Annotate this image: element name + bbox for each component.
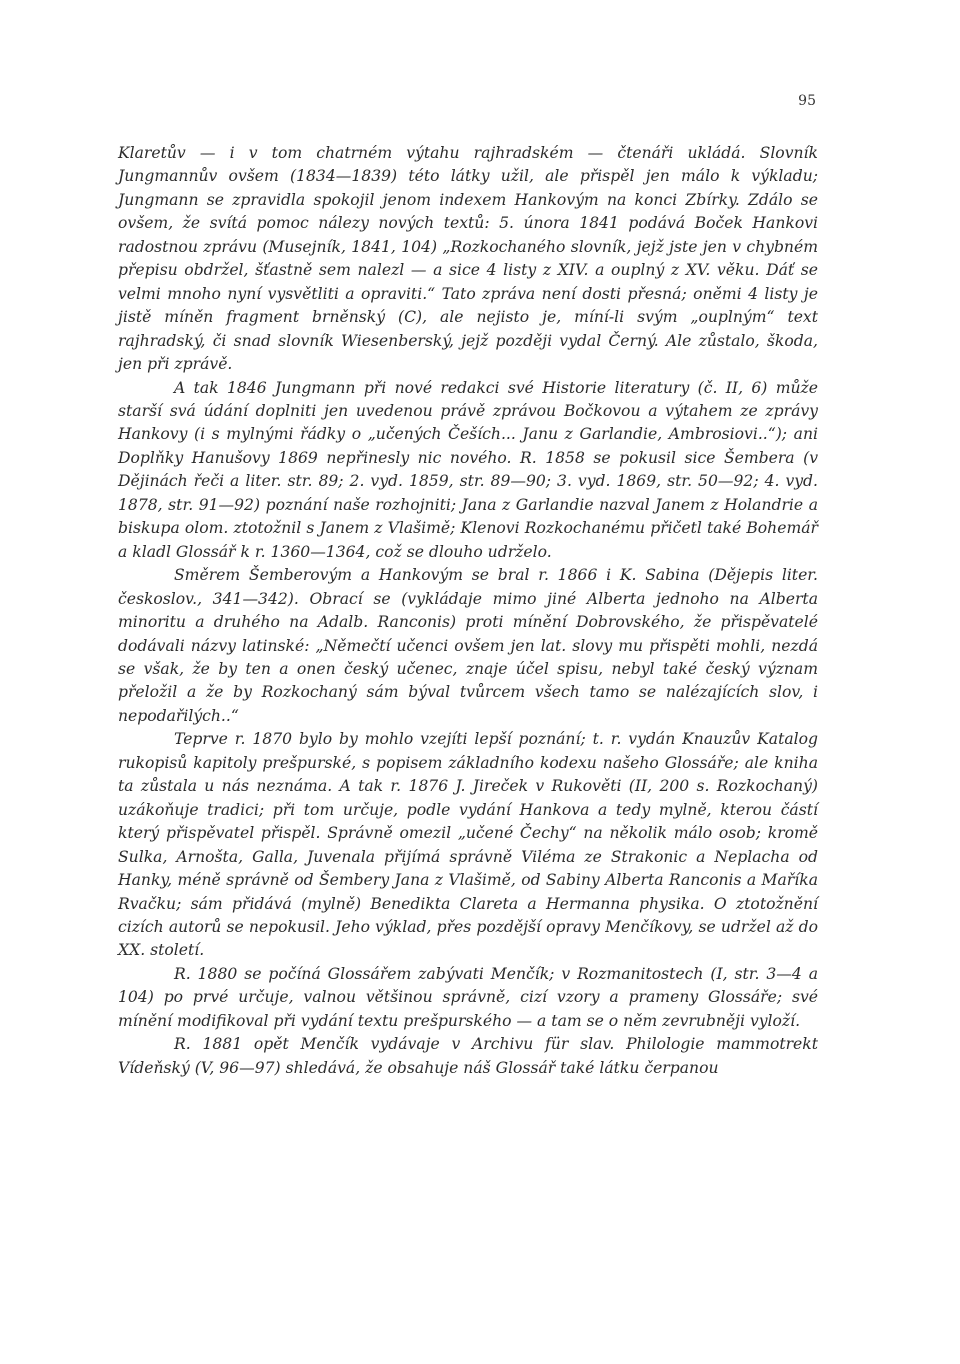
paragraph-6: R. 1881 opět Menčík vydávaje v Archivu für slav. Philologie mammotrekt Vídeňský (V, 96—97) shledává, že obsahuje náš Glossář také látku čerpanou xyxy=(118,1035,818,1077)
paragraph-3: Směrem Šemberovým a Hankovým se bral r. 1866 i K. Sabina (Dějepis liter. českoslov., 341—342). Obrací se (vykládaje mimo jiné Alberta jednoho na Alberta minoritu a druhého na Adalb. Ranconis) proti mínění Dobrovského, že přispěvatelé dodávali názvy latinské: „Němečtí učenci ovšem jen lat. slovy mu přispěti mohli, nezdá se však, že by ten a onen český učenec, znaje účel spisu, nebyl také český význam přeložil a že by Rozkochaný sám býval tvůrcem všech tamo se nalézajících slov, i nepodařilých..“ xyxy=(118,566,818,725)
paragraph-5: R. 1880 se počíná Glossářem zabývati Menčík; v Rozmanitostech (I, str. 3—4 a 104) po prvé určuje, valnou většinou správně, cizí vzory a prameny Glossáře; své mínění modifikoval při vydání textu prešpurského — a tam se o něm zevrubněji vyloží. xyxy=(118,964,818,1030)
paragraph-4: Teprve r. 1870 bylo by mohlo vzejíti lepší poznání; t. r. vydán Knauzův Katalog rukopisů kapitoly prešpurské, s popisem základního kodexu našeho Glossáře; ale kniha ta zůstala u nás neznáma. A tak r. 1876 J. Jireček v Rukověti (II, 200 s. Rozkochaný) uzákoňuje tradici; při tom určuje, podle vydání Hankova a tedy mylně, kterou částí který přispěvatel přispěl. Správně omezil „učené Čechy“ na několik málo osob; kromě Sulka, Arnošta, Galla, Juvenala přijímá správně Viléma ze Strakonic a Neplacha od Hanky, méně správně od Šembery Jana z Vlašimě, od Sabiny Alberta Ranconis a Maříka Rvačku; sám přidává (mylně) Benedikta Clareta a Hermanna physika. O ztotožnění cizích autorů se nepokusil. Jeho výklad, přes pozdější opravy Menčíkovy, se udržel až do XX. století. xyxy=(118,730,818,960)
body-text xyxy=(118,142,818,1080)
paragraph-2: A tak 1846 Jungmann při nové redakci své Historie literatury (č. II, 6) může starší svá údání doplniti jen uvedenou právě zprávou Bočkovou a výtahem ze zprávy Hankovy (i s mylnými řádky o „učených Češích... Janu z Garlandie, Ambrosiovi..“); ani Doplňky Hanušovy 1869 nepřinesly nic nového. R. 1858 se pokusil sice Šembera (v Dějinách řeči a liter. str. 89; 2. vyd. 1859, str. 89—90; 3. vyd. 1869, str. 50—92; 4. vyd. 1878, str. 91—92) poznání naše rozhojniti; Jana z Garlandie nazval Janem z Holandrie a biskupa olom. ztotožnil s Janem z Vlašimě; Klenovi Rozkochanému přičetl také Bohemář a kladl Glossář k r. 1360—1364, což se dlouho udrželo. xyxy=(118,378,818,561)
paragraph-1: Klaretův — i v tom chatrném výtahu rajhradském — čtenáři ukládá. Slovník Jungmannův ovšem (1834—1839) této látky užil, ale přispěl jen málo k výkladu; Jungmann se zpravidla spokojil jenom indexem Hankovým na konci Zbírky. Zdálo se ovšem, že svítá pomoc nálezy nových textů: 5. února 1841 podává Boček Hankovi radostnou zprávu (Musejník, 1841, 104) „Rozkochaného slovník, jejž jste jen v chybném přepisu obdržel, šťastně sem nalezl — a sice 4 listy z XIV. a ouplný z XV. věku. Dáť se velmi mnoho nyní vysvětliti a opraviti.“ Tato zpráva není dosti přesná; oněmi 4 listy je jistě míněn fragment brněnský (C), ale nejisto je, míní-li svým „ouplným“ text rajhradský, či snad slovník Wiesenberský, jejž později vydal Černý. Ale zůstalo, škoda, jen při zprávě. xyxy=(118,144,818,374)
page-number: 95 xyxy=(798,93,816,109)
